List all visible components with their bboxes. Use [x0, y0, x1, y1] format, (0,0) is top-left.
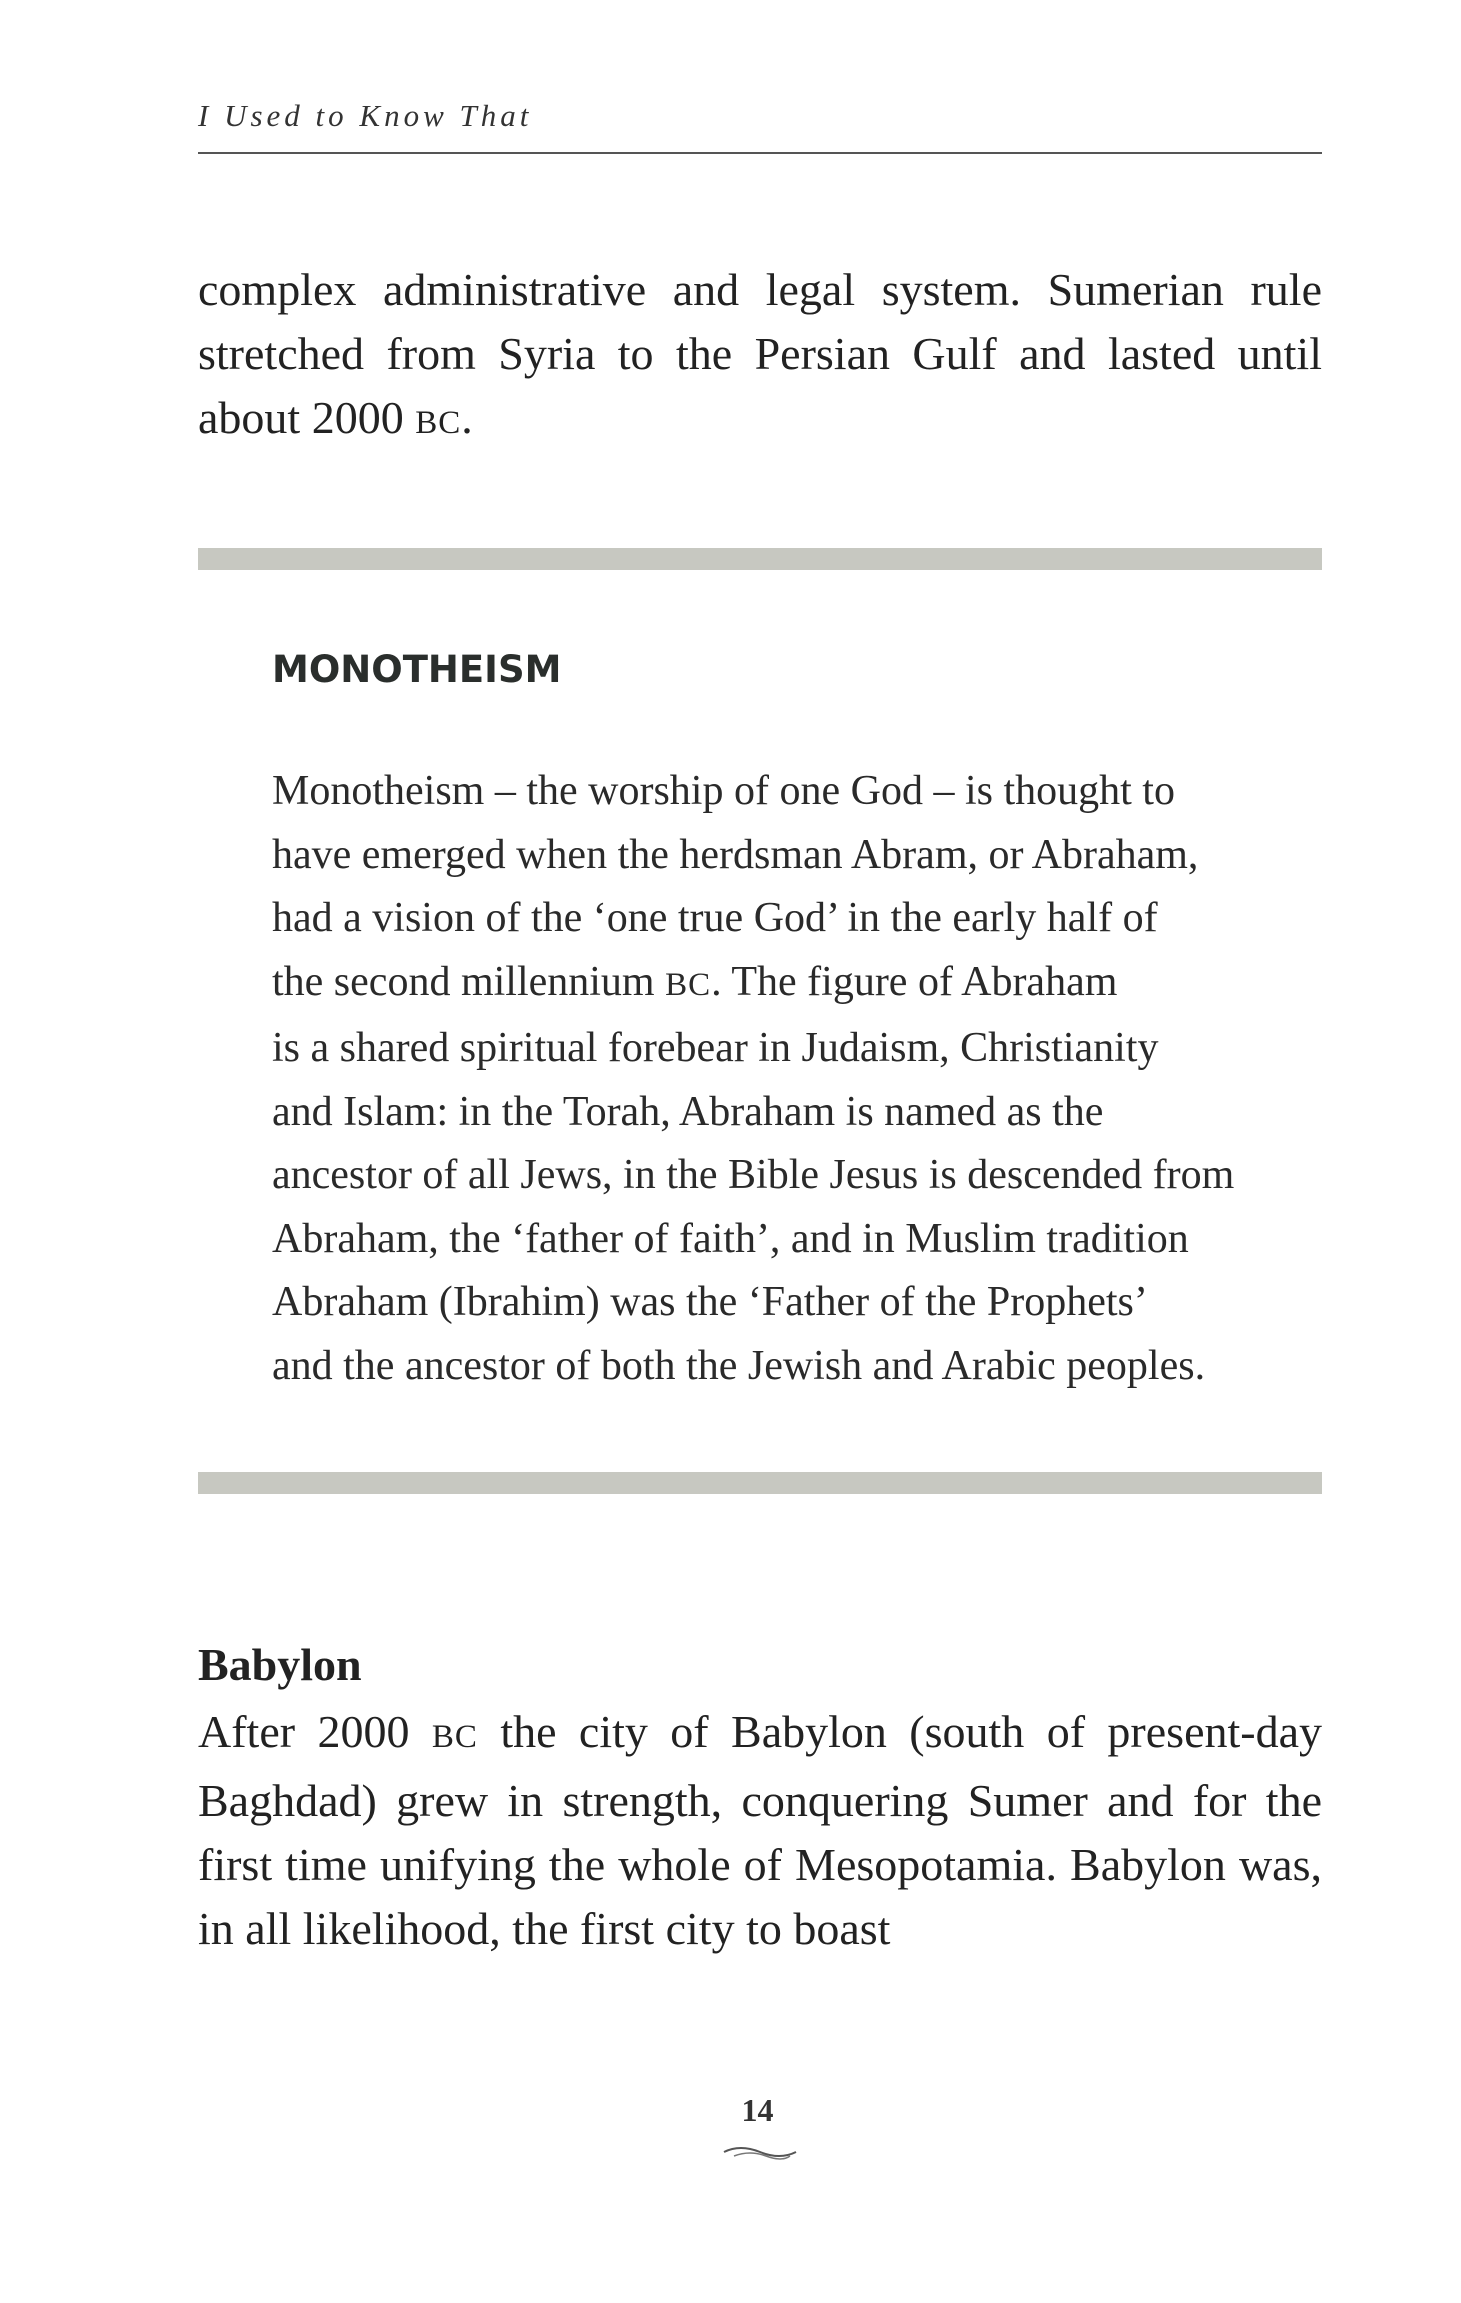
box-line-text: and the ancestor of both the Jewish and Arabic peoples. [272, 1342, 1206, 1389]
box-title: MONOTHEISM [272, 648, 562, 691]
box-body [272, 760, 1282, 1398]
header-rule [198, 152, 1322, 154]
box-line-text: Abraham (Ibrahim) was the ‘Father of the Prophets’ [272, 1279, 1148, 1325]
box-line-text: . The figure of Abraham [711, 958, 1118, 1005]
box-line [272, 1208, 1282, 1272]
box-line [272, 760, 1282, 824]
era-label: BC [415, 405, 462, 441]
section-heading: Babylon [198, 1639, 362, 1690]
babylon-paragraph [198, 1700, 1322, 1961]
box-line [272, 951, 1282, 1018]
box-line-text: Monotheism – the worship of one God – is thought to [272, 768, 1175, 814]
intro-text: complex administrative and legal system. Sumerian rule stretched from Syria to the Persian Gulf and lasted until about 2000 [198, 264, 1322, 443]
box-line [272, 824, 1282, 888]
era-label: BC [431, 1719, 478, 1755]
box-top-bar [198, 548, 1322, 570]
box-line-text: had a vision of the ‘one true God’ in the early half of [272, 895, 1158, 941]
running-head: I Used to Know That [198, 98, 533, 133]
box-line [272, 1271, 1282, 1335]
box-line-text: and Islam: in the Torah, Abraham is named as the [272, 1088, 1104, 1135]
box-line-text: have emerged when the herdsman Abram, or Abraham, [272, 831, 1199, 878]
intro-paragraph [198, 258, 1322, 455]
box-line-text: the second millennium [272, 958, 666, 1005]
box-line [272, 1335, 1282, 1399]
box-line-text: Abraham, the ‘father of faith’, and in Muslim tradition [272, 1215, 1189, 1262]
babylon-text-rest: the city of Babylon (south of present-day Baghdad) grew in strength, conquering Sumer and for the first time unifying the whole of Mesopotamia. Babylon was, in all likelihood, the first city to boast [198, 1706, 1322, 1954]
box-line-text: is a shared spiritual forebear in Judaism, Christianity [272, 1025, 1159, 1071]
intro-end: . [461, 392, 473, 443]
page-ornament-icon [720, 2142, 800, 2162]
box-bottom-bar [198, 1472, 1322, 1494]
babylon-text-start: After 2000 [198, 1706, 410, 1757]
page-number: 14 [741, 2092, 774, 2128]
box-line [272, 887, 1282, 951]
box-line [272, 1081, 1282, 1145]
box-line [272, 1017, 1282, 1081]
era-label: BC [665, 966, 712, 1003]
box-line [272, 1144, 1282, 1208]
box-line-text: ancestor of all Jews, in the Bible Jesus is descended from [272, 1152, 1235, 1198]
